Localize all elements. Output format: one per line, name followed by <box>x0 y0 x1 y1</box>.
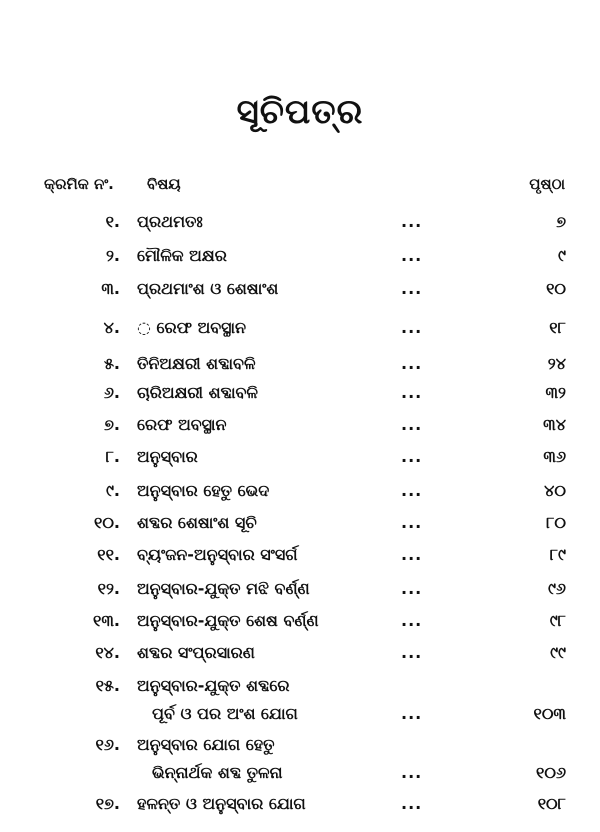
entry-page: ୧୦୬ <box>536 763 566 782</box>
entry-number: ୪. <box>103 318 120 337</box>
entry-subject: ଚାରିଅକ୍ଷରୀ ଶବ୍ଦାବଳି <box>137 383 258 402</box>
entry-page: ୧୦ <box>546 279 566 298</box>
entry-page: ୧୦୩ <box>533 704 566 723</box>
entry-number: ୧୧. <box>97 545 120 564</box>
leader-dots: ... <box>401 704 423 723</box>
entry-page: ୧୮ <box>549 318 566 337</box>
entry-subject: ଅନୁସ୍ବାର ଯୋଗ ହେତୁ <box>137 735 275 754</box>
leader-dots: ... <box>401 354 423 373</box>
leader-dots: ... <box>401 794 423 813</box>
entry-page: ୮୯ <box>549 545 566 564</box>
entry-subject: ମୌଳିକ ଅକ୍ଷର <box>137 246 227 265</box>
leader-dots: ... <box>401 383 423 402</box>
entry-subject: ହଳନ୍ତ ଓ ଅନୁସ୍ବାର ଯୋଗ <box>137 794 306 813</box>
leader-dots: ... <box>401 545 423 564</box>
entry-number: ୧୦. <box>94 513 120 532</box>
page-title: ସୂଚିପତ୍ର <box>236 92 364 132</box>
entry-page: ୨୪ <box>547 354 566 373</box>
leader-dots: ... <box>401 415 423 434</box>
entry-subject: ଅନୁସ୍ବାର ହେତୁ ଭେଦ <box>137 481 270 500</box>
entry-subject: ଅନୁସ୍ବାର-ଯୁକ୍ତ ଶେଷ ବର୍ଣ୍ଣ <box>137 611 319 630</box>
entry-subject: ତିନିଅକ୍ଷରୀ ଶବ୍ଦାବଳି <box>137 354 256 373</box>
entry-subject: ପ୍ରଥମାଂଶ ଓ ଶେଷାଂଶ <box>137 279 279 298</box>
entry-subject-line2: ପୂର୍ବ ଓ ପର ଅଂଶ ଯୋଗ <box>152 704 298 723</box>
entry-number: ୧୪. <box>95 643 120 662</box>
entry-subject: ଅନୁସ୍ବାର <box>137 447 198 466</box>
entry-page: ୩୨ <box>545 383 566 402</box>
entry-number: ୫. <box>103 354 120 373</box>
entry-number: ୭. <box>104 415 120 434</box>
entry-subject: ବ୍ୟଂଜନ-ଅନୁସ୍ବାର ସଂସର୍ଗ <box>137 545 298 564</box>
entry-page: ୯୯ <box>550 643 566 662</box>
leader-dots: ... <box>401 212 423 231</box>
leader-dots: ... <box>401 246 423 265</box>
leader-dots: ... <box>401 513 423 532</box>
entry-subject: ଅନୁସ୍ବାର-ଯୁକ୍ତ ମଝି ବର୍ଣ୍ଣ <box>137 579 310 598</box>
entry-subject-line2: ଭିନ୍ନାର୍ଥକ ଶବ୍ଦ ତୁଳନା <box>152 763 283 782</box>
entry-page: ୩୬ <box>543 447 566 466</box>
entry-number: ୯. <box>105 481 120 500</box>
leader-dots: ... <box>401 763 423 782</box>
entry-page: ୯ <box>558 246 566 265</box>
entry-subject: ଶବ୍ଦର ସଂପ୍ରସାରଣ <box>137 643 255 662</box>
entry-page: ୩୪ <box>543 415 566 434</box>
leader-dots: ... <box>401 318 423 337</box>
entry-subject: ଶବ୍ଦର ଶେଷାଂଶ ସୂଚି <box>137 513 257 532</box>
entry-number: ୨. <box>105 246 120 265</box>
entry-number: ୧୫. <box>95 676 120 695</box>
entry-subject: ପ୍ରଥମତଃ <box>137 212 203 231</box>
leader-dots: ... <box>401 447 423 466</box>
entry-subject: ◌ ରେଫ ଅବସ୍ଥାନ <box>137 318 247 337</box>
entry-number: ୮. <box>105 447 120 466</box>
entry-page: ୮୦ <box>546 513 566 532</box>
leader-dots: ... <box>401 611 423 630</box>
entry-number: ୩. <box>101 279 120 298</box>
entry-number: ୧୨. <box>97 579 120 598</box>
entry-number: ୧୭. <box>95 794 120 813</box>
entry-number: ୧. <box>105 212 120 231</box>
entry-page: ୯୮ <box>549 611 566 630</box>
entry-page: ୧୦୮ <box>537 794 566 813</box>
leader-dots: ... <box>401 481 423 500</box>
column-header-number: କ୍ରମିକ ନଂ. <box>44 175 114 193</box>
entry-page: ୪୦ <box>544 481 566 500</box>
entry-page: ୯୬ <box>547 579 566 598</box>
column-header-subject: ବିଷୟ <box>147 175 181 193</box>
entry-number: ୧୩. <box>93 611 120 630</box>
entry-subject: ରେଫ ଅବସ୍ଥାନ <box>137 415 227 434</box>
leader-dots: ... <box>401 279 423 298</box>
leader-dots: ... <box>401 579 423 598</box>
column-header-page: ପୃଷ୍ଠା <box>529 175 565 193</box>
entry-number: ୧୬. <box>95 735 120 754</box>
entry-subject: ଅନୁସ୍ବାର-ଯୁକ୍ତ ଶବ୍ଦରେ <box>137 676 290 695</box>
entry-number: ୬. <box>103 383 120 402</box>
entry-page: ୭ <box>556 212 566 231</box>
leader-dots: ... <box>401 643 423 662</box>
